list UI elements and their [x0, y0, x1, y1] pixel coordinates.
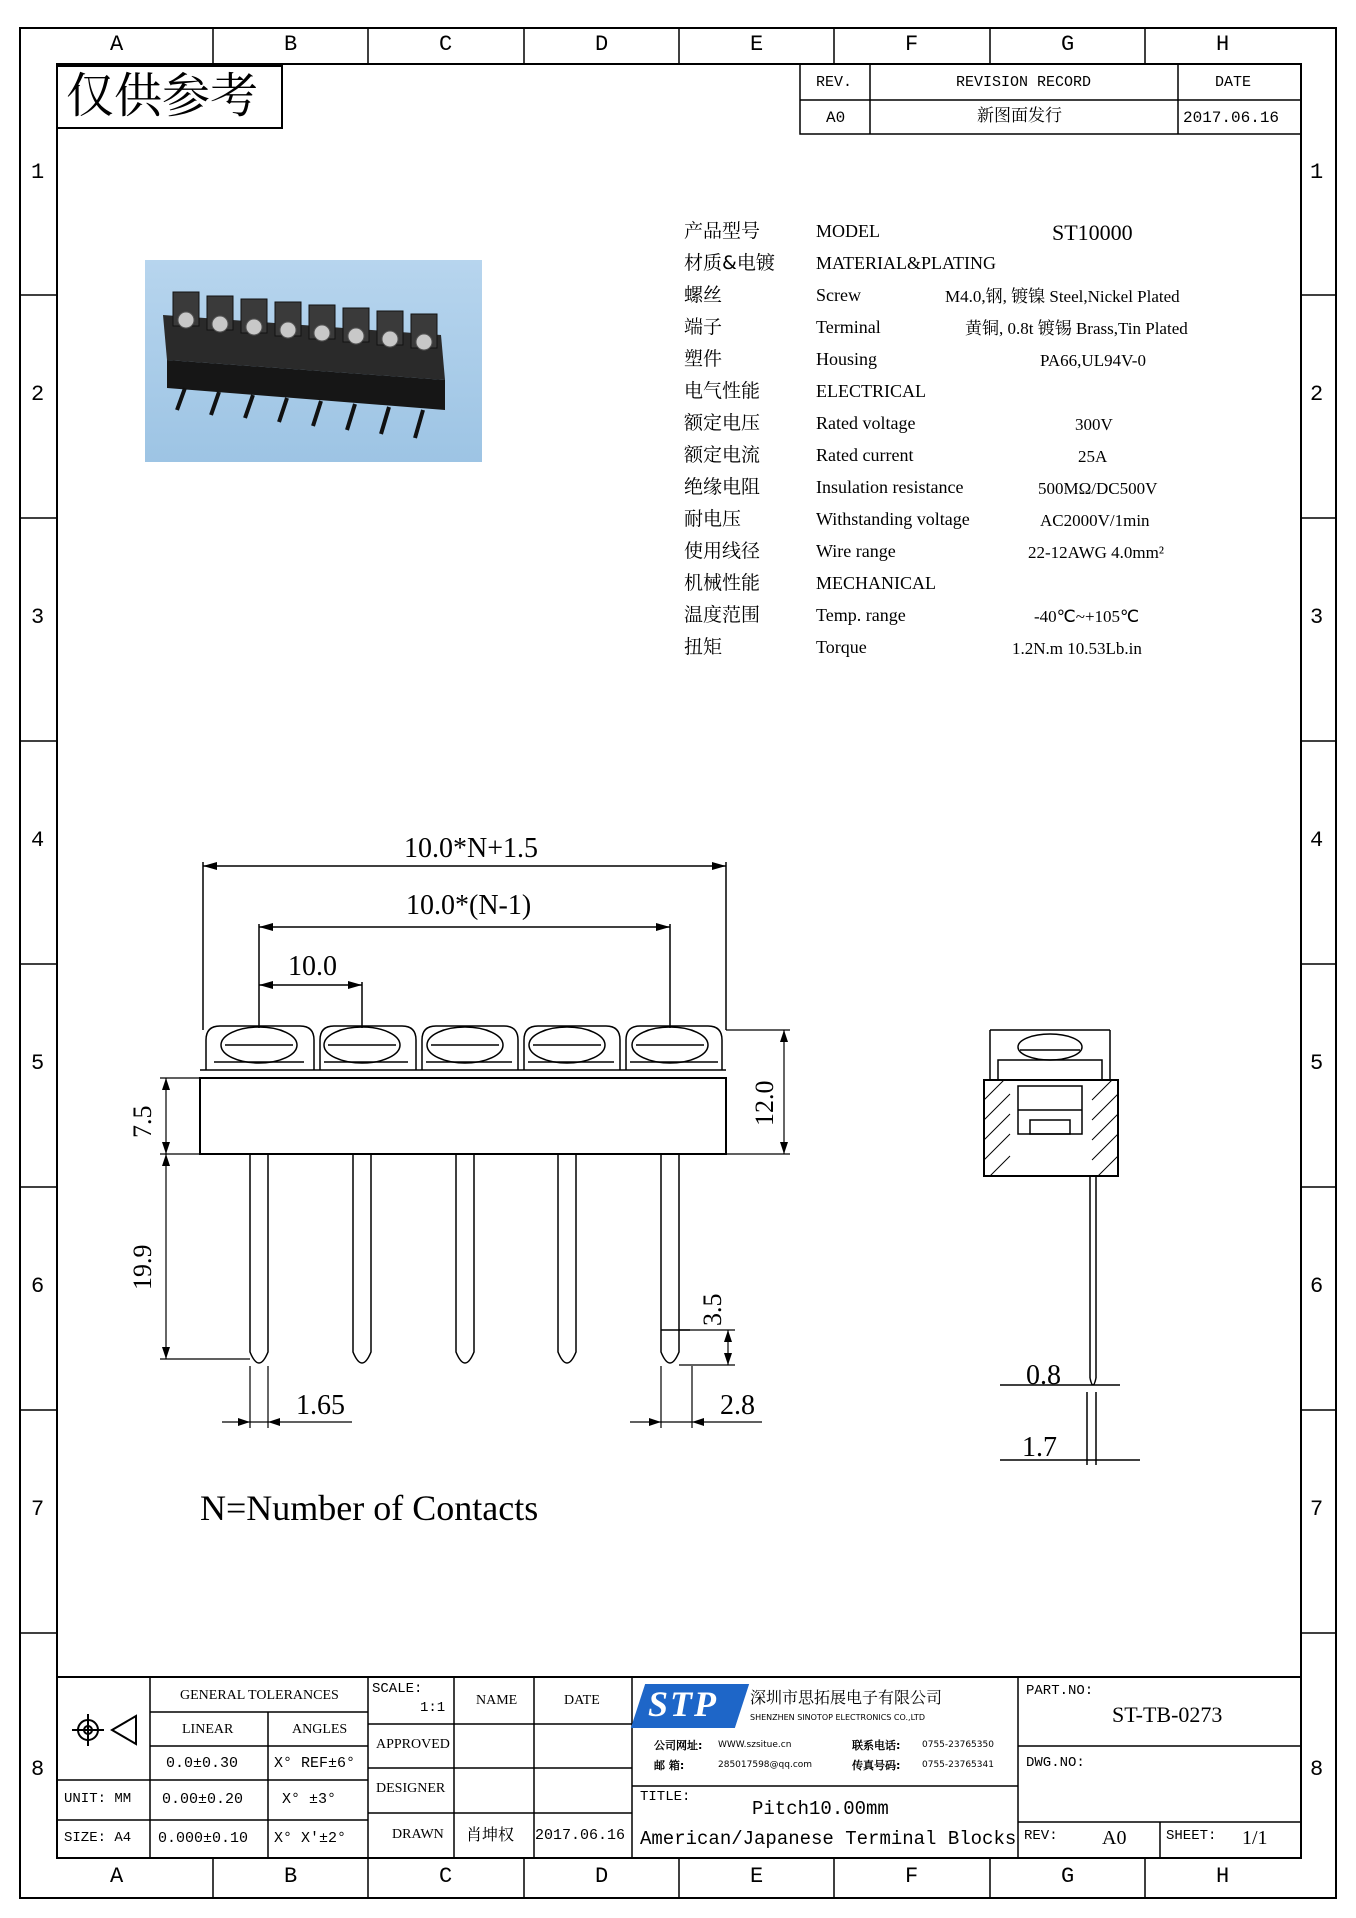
linear-tol-3: 0.000±0.10: [158, 1830, 249, 1847]
contacts-note: N=Number of Contacts: [200, 1488, 539, 1528]
size-label: SIZE: A4: [64, 1830, 132, 1846]
mail-label: 邮 箱:: [654, 1759, 685, 1772]
spec-en: Housing: [816, 349, 878, 369]
part-no-value: ST-TB-0273: [1112, 1702, 1223, 1727]
spec-cn: 端子: [684, 316, 723, 338]
dwg-no-label: DWG.NO:: [1026, 1755, 1085, 1771]
projection-symbol: [72, 1714, 136, 1746]
web-label: 公司网址:: [654, 1739, 703, 1752]
spec-en: MECHANICAL: [816, 573, 936, 593]
tel-label: 联系电话:: [852, 1739, 901, 1752]
row-label: 1: [1310, 160, 1324, 185]
spec-cn: 塑件: [684, 348, 723, 370]
spec-value: M4.0,钢, 镀镍 Steel,Nickel Plated: [945, 287, 1180, 306]
dim-pin-end: 2.8: [720, 1390, 755, 1421]
spec-cn: 产品型号: [684, 220, 761, 242]
general-tolerances-label: GENERAL TOLERANCES: [180, 1688, 339, 1703]
row-label: 4: [1310, 828, 1324, 853]
dim-pitch: 10.0: [288, 951, 337, 982]
unit-label: UNIT: MM: [64, 1791, 132, 1807]
spec-en: Withstanding voltage: [816, 509, 970, 529]
title-line-2: American/Japanese Terminal Blocks: [640, 1828, 1017, 1850]
col-label: D: [595, 32, 609, 57]
spec-value: 1.2N.m 10.53Lb.in: [1012, 639, 1142, 658]
spec-cn: 机械性能: [684, 572, 761, 594]
spec-cn: 扭矩: [684, 636, 723, 658]
company-name-en: SHENZHEN SINOTOP ELECTRONICS CO.,LTD: [750, 1713, 925, 1722]
part-no-label: PART.NO:: [1026, 1683, 1094, 1699]
rev-header: REV.: [816, 74, 853, 91]
fax-value: 0755-23765341: [922, 1760, 994, 1770]
col-label: H: [1216, 1864, 1230, 1889]
date-header: DATE: [1215, 74, 1252, 91]
dim-housing-height: 7.5: [128, 1105, 157, 1138]
row-label: 6: [1310, 1274, 1324, 1299]
row-label: 1: [31, 160, 45, 185]
title-label: TITLE:: [640, 1789, 691, 1805]
spec-cn: 使用线径: [684, 540, 761, 562]
spec-en: Torque: [816, 637, 867, 657]
spec-en: ELECTRICAL: [816, 381, 926, 401]
designer-label: DESIGNER: [376, 1781, 446, 1796]
dim-total-height: 12.0: [750, 1080, 779, 1126]
spec-value: 25A: [1078, 447, 1108, 466]
drawn-label: DRAWN: [392, 1827, 444, 1842]
revision-record-header: REVISION RECORD: [956, 74, 1092, 91]
mail-value: 285017598@qq.com: [718, 1760, 813, 1770]
col-label: C: [439, 1864, 453, 1889]
dim-pin-span: 10.0*(N-1): [406, 890, 532, 921]
spec-en: Temp. range: [816, 605, 906, 625]
drawn-date: 2017.06.16: [535, 1827, 626, 1844]
col-label: G: [1061, 32, 1075, 57]
row-label: 8: [31, 1757, 45, 1782]
dim-pin-length: 19.9: [128, 1244, 157, 1290]
col-label: G: [1061, 1864, 1075, 1889]
spec-en: Screw: [816, 285, 861, 305]
col-label: B: [284, 1864, 298, 1889]
col-label: F: [905, 1864, 919, 1889]
row-label: 4: [31, 828, 45, 853]
spec-cn: 耐电压: [684, 508, 742, 530]
spec-cn: 电气性能: [684, 380, 761, 402]
watermark-text: 仅供参考: [66, 68, 259, 124]
col-label: H: [1216, 32, 1230, 57]
revision-record-value: 新图面发行: [977, 106, 1062, 126]
sheet-value: 1/1: [1242, 1827, 1268, 1849]
spec-cn: 绝缘电阻: [684, 476, 761, 498]
tel-value: 0755-23765350: [922, 1740, 994, 1750]
company-logo-text: STP: [648, 1684, 719, 1724]
spec-en: Terminal: [816, 317, 881, 337]
name-header: NAME: [476, 1693, 518, 1708]
drawn-name: 肖坤权: [466, 1825, 515, 1844]
angle-tol-1: X° REF±6°: [274, 1755, 356, 1772]
scale-value: 1:1: [420, 1700, 446, 1716]
sheet-label: SHEET:: [1166, 1828, 1217, 1844]
spec-cn: 温度范围: [684, 604, 761, 626]
spec-en: Wire range: [816, 541, 896, 561]
spec-en: Rated voltage: [816, 413, 916, 433]
col-label: E: [750, 32, 764, 57]
col-label: D: [595, 1864, 609, 1889]
angle-tol-3: X° X'±2°: [274, 1830, 347, 1847]
row-label: 2: [1310, 382, 1324, 407]
date-value: 2017.06.16: [1183, 109, 1280, 127]
rev-value: A0: [826, 109, 846, 127]
dim-overall-length: 10.0*N+1.5: [404, 833, 539, 864]
rev-label: REV:: [1024, 1828, 1058, 1844]
approved-label: APPROVED: [376, 1737, 450, 1752]
angle-tol-2: X° ±3°: [282, 1791, 337, 1808]
spec-en: Rated current: [816, 445, 914, 465]
spec-en: MODEL: [816, 221, 880, 241]
row-label: 6: [31, 1274, 45, 1299]
spec-value: 300V: [1075, 415, 1113, 434]
spec-value: -40℃~+105℃: [1034, 607, 1140, 626]
row-label: 3: [1310, 605, 1324, 630]
col-label: A: [110, 32, 124, 57]
title-line-1: Pitch10.00mm: [752, 1798, 889, 1820]
web-value: WWW.szsitue.cn: [718, 1740, 792, 1750]
row-label: 5: [31, 1051, 45, 1076]
spec-en: MATERIAL&PLATING: [816, 253, 996, 273]
spec-cn: 材质&电镀: [684, 252, 775, 274]
col-label: C: [439, 32, 453, 57]
row-label: 3: [31, 605, 45, 630]
row-label: 7: [1310, 1497, 1324, 1522]
angles-label: ANGLES: [292, 1722, 348, 1737]
dim-pin-tip: 3.5: [698, 1293, 727, 1326]
row-label: 2: [31, 382, 45, 407]
fax-label: 传真号码:: [852, 1759, 901, 1772]
col-label: E: [750, 1864, 764, 1889]
spec-cn: 额定电流: [684, 444, 761, 466]
spec-value: ST10000: [1052, 220, 1133, 245]
company-name-cn: 深圳市思拓展电子有限公司: [750, 1688, 943, 1707]
spec-value: 黄铜, 0.8t 镀锡 Brass,Tin Plated: [965, 319, 1188, 338]
spec-value: AC2000V/1min: [1040, 511, 1150, 530]
dim-side-width: 1.7: [1022, 1432, 1057, 1463]
linear-tol-1: 0.0±0.30: [166, 1755, 239, 1772]
scale-label: SCALE:: [372, 1681, 423, 1697]
row-label: 5: [1310, 1051, 1324, 1076]
date-header: DATE: [564, 1693, 600, 1708]
dim-side-thickness: 0.8: [1026, 1360, 1061, 1391]
dim-pin-width: 1.65: [296, 1390, 345, 1421]
spec-value: 22-12AWG 4.0mm²: [1028, 543, 1164, 562]
spec-value: PA66,UL94V-0: [1040, 351, 1146, 370]
col-label: F: [905, 32, 919, 57]
col-label: B: [284, 32, 298, 57]
spec-value: 500MΩ/DC500V: [1038, 479, 1158, 498]
row-label: 7: [31, 1497, 45, 1522]
linear-tol-2: 0.00±0.20: [162, 1791, 244, 1808]
col-label: A: [110, 1864, 124, 1889]
spec-cn: 额定电压: [684, 412, 761, 434]
spec-en: Insulation resistance: [816, 477, 964, 497]
rev-value: A0: [1102, 1827, 1127, 1849]
row-label: 8: [1310, 1757, 1324, 1782]
spec-cn: 螺丝: [684, 284, 723, 306]
linear-label: LINEAR: [182, 1722, 234, 1737]
